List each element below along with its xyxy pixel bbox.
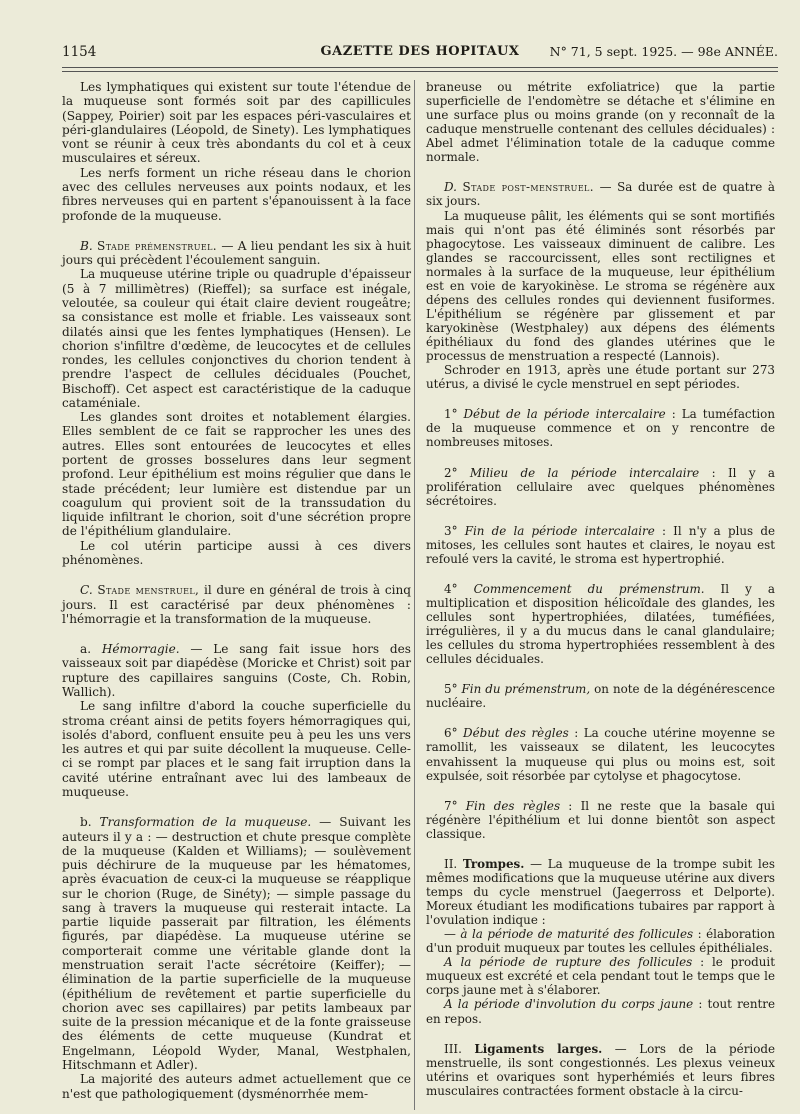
header-rule-double bbox=[62, 71, 778, 72]
paragraph: a. Hémorragie. — Le sang fait issue hors des vaisseaux soit par diapédèse (Moricke et Christ) soit par rupture des capillaires sanguins (Coste, Ch. Robin, Wallich). bbox=[62, 642, 411, 699]
paragraph: A la période d'involution du corps jaune : tout rentre en repos. bbox=[426, 997, 775, 1026]
section-label: Stade post-menstruel. bbox=[462, 180, 594, 195]
paragraph: A la période de rupture des follicules : le produit muqueux est excrété et cela pendant tout le temps que le corps jaune met à s'élaborer. bbox=[426, 955, 775, 998]
section-heading-paragraph: II. Trompes. — La muqueuse de la trompe subit les mêmes modifications que la muqueuse utérine aux divers temps du cycle menstruel (Jaegerross et Delporte). Moreux étudiant les modifications tubaires par rapport à l'ovulation indique : bbox=[426, 856, 775, 928]
page-number: 1154 bbox=[62, 44, 97, 60]
section-heading-paragraph: B. Stade prémenstruel. — A lieu pendant les six à huit jours qui précèdent l'écoulement sanguin. bbox=[62, 238, 412, 268]
paragraph: Le sang infiltre d'abord la couche superficielle du stroma créant ainsi de petits foyers hémorragiques qui, isolés d'abord, confluent ensuite peu à peu les uns vers les autres et qui par suite décollent la muqueuse. Celle-ci se rompt par places et le sang fait irruption dans la cavité utérine entraînant avec lui des lambeaux de muqueuse. bbox=[62, 699, 411, 799]
page-header bbox=[62, 40, 778, 66]
list-item: 7° Fin des règles : Il ne reste que la basale qui régénère l'épithélium et lui donne bientôt son aspect classique. bbox=[426, 798, 775, 841]
header-rule bbox=[62, 67, 778, 68]
paragraph: La muqueuse utérine triple ou quadruple d'épaisseur (5 à 7 millimètres) (Rieffel); sa surface est inégale, veloutée, sa couleur qui était claire devient rougeâtre; sa consistance est molle et friable. Les vaisseaux sont dilatés ainsi que les fentes lymphatiques (Hensen). Le chorion s'infiltre d'œdème, de leucocytes et de cellules rondes, les cellules conjonctives du chorion tendent à prendre l'aspect de cellules déciduales (Pouchet, Bischoff). Cet aspect est caractéristique de la caduque cataméniale. bbox=[62, 267, 411, 410]
list-item: 1° Début de la période intercalaire : La tuméfaction de la muqueuse commence et on y rencontre de nombreuses mitoses. bbox=[426, 407, 775, 450]
section-heading-paragraph: C. Stade menstruel, il dure en général de trois à cinq jours. Il est caractérisé par deux phénomènes : l'hémorragie et la transformation de la muqueuse. bbox=[62, 583, 411, 626]
list-item: 2° Milieu de la période intercalaire : Il y a prolifération cellulaire avec quelques phénomènes sécrétoires. bbox=[426, 465, 775, 508]
list-item: 5° Fin du prémenstrum, on note de la dégénérescence nucléaire. bbox=[426, 682, 775, 711]
list-item: 4° Commencement du prémenstrum. Il y a multiplication et disposition hélicoïdale des glandes, les cellules sont hypertrophiées, dilatées, tuméfiées, irrégulières, il y a du mucus dans le canal glandulaire; les cellules du stroma hypertrophiées ressemblent à des cellules déciduales. bbox=[426, 581, 775, 667]
paragraph: La muqueuse pâlit, les éléments qui se sont mortifiés mais qui n'ont pas été éliminés sont résorbés par phagocytose. Les vaisseaux diminuent de calibre. Les glandes se raccourcissent, elles sont rectilignes et normales à la surface de la muqueuse, leur épithélium est en voie de karyokinèse. Le stroma se régénère aux dépens des cellules rondes qui deviennent fusiformes. L'épithélium se régénère par glissement et par karyokinèse (Westphaley) aux dépens des éléments épithéliaux du fond des glandes utérines que le processus de menstruation a respecté (Lannois). bbox=[426, 208, 775, 364]
paragraph: Le col utérin participe aussi à ces divers phénomènes. bbox=[62, 538, 411, 567]
paragraph: braneuse ou métrite exfoliatrice) que la partie superficielle de l'endomètre se détache et s'élimine en une surface plus ou moins grande (on y reconnaît de la caduque menstruelle contenant des cellules déciduales) : Abel admet l'élimination totale de la caduque comme normale. bbox=[426, 80, 775, 165]
paragraph: — à la période de maturité des follicules : élaboration d'un produit muqueux par toutes les cellules épithéliales. bbox=[426, 927, 776, 956]
journal-title: GAZETTE DES HOPITAUX bbox=[320, 44, 520, 59]
issue-info: N° 71, 5 sept. 1925. — 98e ANNÉE. bbox=[549, 44, 778, 59]
section-label: Stade menstruel, bbox=[97, 583, 200, 598]
list-item: 6° Début des règles : La couche utérine moyenne se ramollit, les vaisseaux se dilatent, les leucocytes envahissent la muqueuse qui plus ou moins est, soit expulsée, soit résorbée par cytolyse et phagocytose. bbox=[426, 726, 775, 783]
paragraph: La majorité des auteurs admet actuellement que ce n'est que pathologiquement (dysménorrhée mem- bbox=[62, 1072, 411, 1101]
paragraph: Les nerfs forment un riche réseau dans le chorion avec des cellules nerveuses aux points nodaux, et les fibres nerveuses qui en partent s'épanouissent à la face profonde de la muqueuse. bbox=[62, 165, 411, 223]
section-label: Ligaments larges. bbox=[474, 1041, 603, 1056]
left-column bbox=[62, 80, 411, 1101]
list-item: 3° Fin de la période intercalaire : Il n'y a plus de mitoses, les cellules sont hautes et claires, le noyau est refoulé vers la cavité, le stroma est hypertrophié. bbox=[426, 523, 775, 566]
section-heading-paragraph: III. Ligaments larges. — Lors de la période menstruelle, ils sont congestionnés. Les plexus veineux utérins et ovariques sont hyperhémiés et leurs fibres musculaires contractées forment obstacle à la circu- bbox=[426, 1041, 775, 1098]
section-heading-paragraph: D. Stade post-menstruel. — Sa durée est de quatre à six jours. bbox=[426, 180, 776, 209]
right-column bbox=[426, 80, 775, 1098]
paragraph: Les lymphatiques qui existent sur toute l'étendue de la muqueuse sont formés soit par des capillicules (Sappey, Poirier) soit par les espaces péri-vasculaires et péri-glandulaires (Léopold, de Sinety). Les lymphatiques vont se réunir à ceux très abondants du col et à ceux musculaires et séreux. bbox=[62, 80, 411, 166]
paragraph: Schroder en 1913, après une étude portant sur 273 utérus, a divisé le cycle menstruel en sept périodes. bbox=[426, 363, 775, 392]
column-divider bbox=[414, 80, 415, 1110]
paragraph: b. Transformation de la muqueuse. — Suivant les auteurs il y a : — destruction et chute presque complète de la muqueuse (Kalden et Williams); — soulèvement puis déchirure de la muqueuse par les hématomes, après évacuation de ceux-ci la muqueuse se réapplique sur le chorion (Ruge, de Sinéty); — simple passage du sang à travers la muqueuse qui resterait intacte. La partie liquide passerait par filtration, les éléments figurés, par diapédèse. La muqueuse utérine se comporterait comme une véritable glande dont la menstruation serait l'acte sécrétoire (Keiffer); — élimination de la partie superficielle de la muqueuse (épithélium de revêtement et partie superficielle du chorion avec ses capillaires) par petits lambeaux par suite de la pression mécanique et de la fonte graisseuse des éléments de cette muqueuse (Kundrat et Engelmann, Léopold Wyder, Manal, Westphalen, Hitschmann et Adler). bbox=[62, 815, 411, 1072]
section-label: Trompes. bbox=[462, 856, 525, 871]
paragraph: Les glandes sont droites et notablement élargies. Elles semblent de ce fait se rapprocher les unes des autres. Elles sont entourées de leucocytes et elles portent de grosses bosselures dans leur segment profond. Leur épithélium est moins régulier que dans le stade précédent; leur lumière est distendue par un coagulum qui provient soit de la transsudation du liquide infiltrant le chorion, soit d'une sécrétion propre de l'épithélium glandulaire. bbox=[62, 410, 411, 539]
section-label: Stade prémenstruel. bbox=[97, 238, 218, 253]
